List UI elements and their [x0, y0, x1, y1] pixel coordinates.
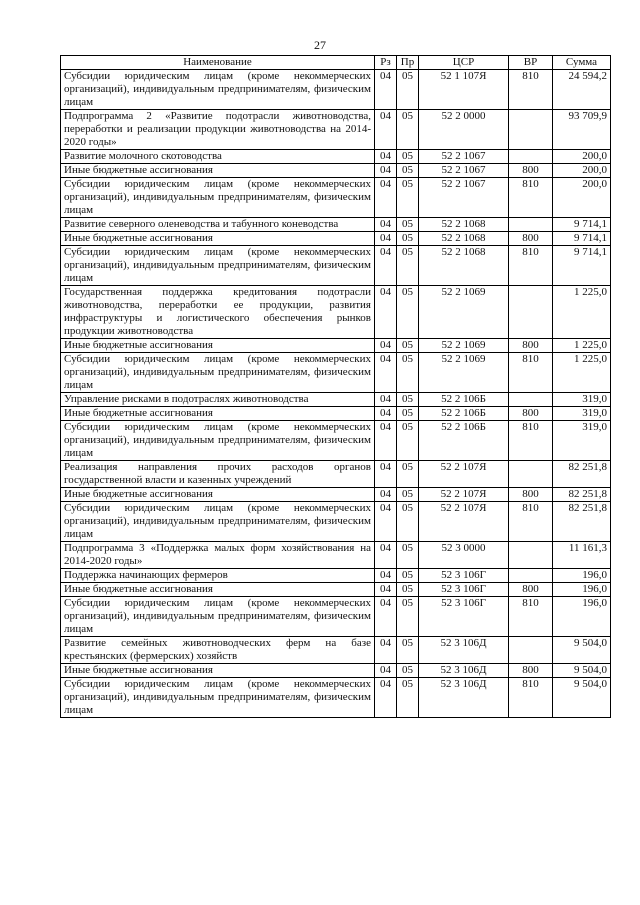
- cell-sum: 319,0: [553, 393, 611, 407]
- cell-pr: 05: [397, 637, 419, 664]
- cell-csr: 52 3 106Д: [419, 664, 509, 678]
- cell-csr: 52 2 107Я: [419, 488, 509, 502]
- cell-rz: 04: [375, 664, 397, 678]
- table-row: [61, 353, 611, 393]
- table-row: [61, 569, 611, 583]
- table-row: [61, 542, 611, 569]
- cell-sum: 9 714,1: [553, 232, 611, 246]
- cell-name: Подпрограмма 3 «Поддержка малых форм хозяйствования на 2014-2020 годы»: [61, 542, 375, 569]
- cell-name: Иные бюджетные ассигнования: [61, 339, 375, 353]
- cell-pr: 05: [397, 218, 419, 232]
- table-row: [61, 421, 611, 461]
- cell-pr: 05: [397, 488, 419, 502]
- cell-sum: 196,0: [553, 583, 611, 597]
- cell-name: Развитие северного оленеводства и табунного коневодства: [61, 218, 375, 232]
- table-row: [61, 178, 611, 218]
- cell-sum: 1 225,0: [553, 353, 611, 393]
- cell-rz: 04: [375, 678, 397, 718]
- cell-pr: 05: [397, 232, 419, 246]
- cell-rz: 04: [375, 502, 397, 542]
- header-rz: Рз: [375, 56, 397, 70]
- cell-rz: 04: [375, 407, 397, 421]
- cell-csr: 52 3 106Д: [419, 637, 509, 664]
- table-header-row: [61, 56, 611, 70]
- cell-rz: 04: [375, 218, 397, 232]
- cell-name: Субсидии юридическим лицам (кроме некоммерческих организаций), индивидуальным предпринимателям, физическим лицам: [61, 178, 375, 218]
- table-row: [61, 232, 611, 246]
- cell-rz: 04: [375, 110, 397, 150]
- cell-pr: 05: [397, 150, 419, 164]
- cell-pr: 05: [397, 286, 419, 339]
- cell-sum: 319,0: [553, 407, 611, 421]
- cell-rz: 04: [375, 178, 397, 218]
- cell-sum: 82 251,8: [553, 461, 611, 488]
- cell-csr: 52 2 1068: [419, 218, 509, 232]
- cell-csr: 52 2 1069: [419, 286, 509, 339]
- cell-csr: 52 2 0000: [419, 110, 509, 150]
- page-number: 27: [314, 38, 326, 52]
- table-row: [61, 246, 611, 286]
- cell-name: Иные бюджетные ассигнования: [61, 488, 375, 502]
- cell-rz: 04: [375, 583, 397, 597]
- cell-name: Субсидии юридическим лицам (кроме некоммерческих организаций), индивидуальным предпринимателям, физическим лицам: [61, 353, 375, 393]
- cell-csr: 52 2 1067: [419, 164, 509, 178]
- cell-pr: 05: [397, 569, 419, 583]
- cell-name: Развитие семейных животноводческих ферм на базе крестьянских (фермерских) хозяйств: [61, 637, 375, 664]
- table-row: [61, 164, 611, 178]
- cell-csr: 52 2 1068: [419, 232, 509, 246]
- table-row: [61, 597, 611, 637]
- header-name: Наименование: [61, 56, 375, 70]
- cell-vr: 810: [509, 421, 553, 461]
- cell-sum: 9 714,1: [553, 246, 611, 286]
- cell-sum: 200,0: [553, 178, 611, 218]
- table-body: [61, 70, 611, 718]
- table-row: [61, 218, 611, 232]
- cell-name: Иные бюджетные ассигнования: [61, 583, 375, 597]
- cell-vr: 800: [509, 488, 553, 502]
- cell-vr: 810: [509, 246, 553, 286]
- cell-rz: 04: [375, 637, 397, 664]
- cell-vr: 810: [509, 178, 553, 218]
- table-row: [61, 150, 611, 164]
- table-row: [61, 286, 611, 339]
- cell-rz: 04: [375, 542, 397, 569]
- cell-pr: 05: [397, 407, 419, 421]
- cell-vr: 810: [509, 678, 553, 718]
- cell-rz: 04: [375, 569, 397, 583]
- cell-name: Развитие молочного скотоводства: [61, 150, 375, 164]
- cell-rz: 04: [375, 286, 397, 339]
- cell-pr: 05: [397, 246, 419, 286]
- cell-sum: 24 594,2: [553, 70, 611, 110]
- cell-name: Иные бюджетные ассигнования: [61, 232, 375, 246]
- header-sum: Сумма: [553, 56, 611, 70]
- cell-pr: 05: [397, 542, 419, 569]
- cell-pr: 05: [397, 502, 419, 542]
- cell-pr: 05: [397, 339, 419, 353]
- table-row: [61, 502, 611, 542]
- cell-name: Управление рисками в подотраслях животноводства: [61, 393, 375, 407]
- cell-rz: 04: [375, 393, 397, 407]
- cell-csr: 52 2 1067: [419, 178, 509, 218]
- table-row: [61, 407, 611, 421]
- cell-sum: 82 251,8: [553, 488, 611, 502]
- cell-csr: 52 3 106Д: [419, 678, 509, 718]
- cell-pr: 05: [397, 678, 419, 718]
- table-row: [61, 393, 611, 407]
- cell-sum: 1 225,0: [553, 339, 611, 353]
- cell-name: Субсидии юридическим лицам (кроме некоммерческих организаций), индивидуальным предпринимателям, физическим лицам: [61, 421, 375, 461]
- cell-pr: 05: [397, 664, 419, 678]
- cell-rz: 04: [375, 461, 397, 488]
- cell-sum: 9 504,0: [553, 664, 611, 678]
- cell-sum: 319,0: [553, 421, 611, 461]
- cell-sum: 93 709,9: [553, 110, 611, 150]
- cell-rz: 04: [375, 246, 397, 286]
- table-row: [61, 678, 611, 718]
- cell-name: Субсидии юридическим лицам (кроме некоммерческих организаций), индивидуальным предпринимателям, физическим лицам: [61, 597, 375, 637]
- table-row: [61, 583, 611, 597]
- cell-rz: 04: [375, 70, 397, 110]
- cell-sum: 11 161,3: [553, 542, 611, 569]
- cell-pr: 05: [397, 461, 419, 488]
- cell-vr: 800: [509, 407, 553, 421]
- cell-csr: 52 3 0000: [419, 542, 509, 569]
- cell-vr: [509, 461, 553, 488]
- cell-csr: 52 1 107Я: [419, 70, 509, 110]
- cell-csr: 52 3 106Г: [419, 597, 509, 637]
- cell-pr: 05: [397, 583, 419, 597]
- cell-rz: 04: [375, 232, 397, 246]
- cell-vr: 810: [509, 502, 553, 542]
- cell-sum: 200,0: [553, 164, 611, 178]
- cell-vr: 800: [509, 164, 553, 178]
- cell-rz: 04: [375, 488, 397, 502]
- cell-vr: [509, 542, 553, 569]
- cell-vr: [509, 393, 553, 407]
- cell-name: Реализация направления прочих расходов органов государственной власти и казенных учреждений: [61, 461, 375, 488]
- table-row: [61, 110, 611, 150]
- cell-sum: 82 251,8: [553, 502, 611, 542]
- header-csr: ЦСР: [419, 56, 509, 70]
- cell-vr: 800: [509, 339, 553, 353]
- cell-sum: 196,0: [553, 597, 611, 637]
- cell-vr: [509, 637, 553, 664]
- cell-csr: 52 2 1069: [419, 353, 509, 393]
- cell-pr: 05: [397, 70, 419, 110]
- cell-name: Субсидии юридическим лицам (кроме некоммерческих организаций), индивидуальным предпринимателям, физическим лицам: [61, 678, 375, 718]
- cell-rz: 04: [375, 339, 397, 353]
- cell-sum: 200,0: [553, 150, 611, 164]
- cell-name: Иные бюджетные ассигнования: [61, 164, 375, 178]
- cell-sum: 9 504,0: [553, 678, 611, 718]
- cell-name: Поддержка начинающих фермеров: [61, 569, 375, 583]
- cell-pr: 05: [397, 178, 419, 218]
- cell-vr: 800: [509, 664, 553, 678]
- cell-csr: 52 2 1067: [419, 150, 509, 164]
- cell-sum: 1 225,0: [553, 286, 611, 339]
- cell-vr: 810: [509, 597, 553, 637]
- cell-sum: 9 714,1: [553, 218, 611, 232]
- cell-csr: 52 2 106Б: [419, 421, 509, 461]
- cell-name: Государственная поддержка кредитования подотрасли животноводства, переработки ее продукции, развития инфраструктуры и логистического обеспечения рынков продукции животноводства: [61, 286, 375, 339]
- cell-csr: 52 2 1069: [419, 339, 509, 353]
- cell-vr: [509, 110, 553, 150]
- cell-csr: 52 2 106Б: [419, 393, 509, 407]
- cell-name: Субсидии юридическим лицам (кроме некоммерческих организаций), индивидуальным предпринимателям, физическим лицам: [61, 70, 375, 110]
- cell-rz: 04: [375, 150, 397, 164]
- cell-pr: 05: [397, 421, 419, 461]
- cell-name: Субсидии юридическим лицам (кроме некоммерческих организаций), индивидуальным предпринимателям, физическим лицам: [61, 246, 375, 286]
- cell-csr: 52 2 107Я: [419, 502, 509, 542]
- cell-csr: 52 2 1068: [419, 246, 509, 286]
- cell-sum: 9 504,0: [553, 637, 611, 664]
- cell-csr: 52 3 106Г: [419, 569, 509, 583]
- cell-name: Иные бюджетные ассигнования: [61, 407, 375, 421]
- cell-vr: [509, 569, 553, 583]
- cell-vr: [509, 150, 553, 164]
- table-row: [61, 339, 611, 353]
- cell-rz: 04: [375, 164, 397, 178]
- cell-vr: 810: [509, 70, 553, 110]
- cell-sum: 196,0: [553, 569, 611, 583]
- table-row: [61, 70, 611, 110]
- cell-pr: 05: [397, 353, 419, 393]
- cell-rz: 04: [375, 597, 397, 637]
- table-row: [61, 664, 611, 678]
- cell-name: Иные бюджетные ассигнования: [61, 664, 375, 678]
- cell-pr: 05: [397, 597, 419, 637]
- table-row: [61, 488, 611, 502]
- cell-csr: 52 2 106Б: [419, 407, 509, 421]
- cell-vr: 800: [509, 232, 553, 246]
- cell-pr: 05: [397, 110, 419, 150]
- cell-vr: [509, 218, 553, 232]
- table-row: [61, 461, 611, 488]
- cell-rz: 04: [375, 353, 397, 393]
- cell-rz: 04: [375, 421, 397, 461]
- cell-vr: 800: [509, 583, 553, 597]
- table-row: [61, 637, 611, 664]
- cell-name: Подпрограмма 2 «Развитие подотрасли животноводства, переработки и реализации продукции животноводства на 2014-2020 годы»: [61, 110, 375, 150]
- cell-csr: 52 3 106Г: [419, 583, 509, 597]
- cell-vr: [509, 286, 553, 339]
- cell-name: Субсидии юридическим лицам (кроме некоммерческих организаций), индивидуальным предпринимателям, физическим лицам: [61, 502, 375, 542]
- header-vr: ВР: [509, 56, 553, 70]
- cell-pr: 05: [397, 393, 419, 407]
- cell-csr: 52 2 107Я: [419, 461, 509, 488]
- header-pr: Пр: [397, 56, 419, 70]
- cell-vr: 810: [509, 353, 553, 393]
- cell-pr: 05: [397, 164, 419, 178]
- budget-table: [60, 55, 611, 718]
